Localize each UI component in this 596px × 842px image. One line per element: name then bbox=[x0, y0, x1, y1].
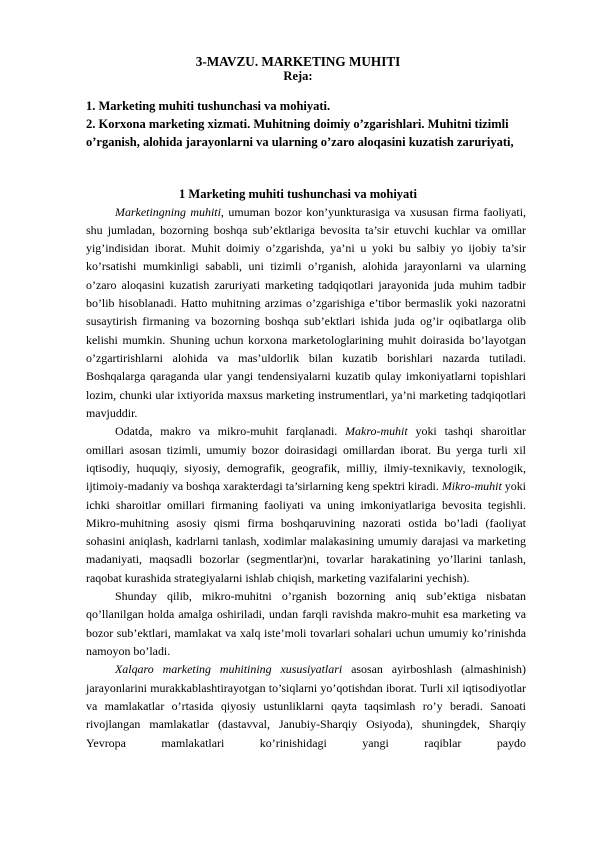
paragraph-1 bbox=[86, 203, 526, 423]
paragraph-2-text-a: Odatda, makro va mikro-muhit farqlanadi. bbox=[115, 424, 346, 439]
plan-item-1: 1. Marketing muhiti tushunchasi va mohiyati. bbox=[86, 99, 331, 113]
paragraph-4 bbox=[86, 660, 526, 752]
paragraph-3-text: Shunday qilib, mikro-muhitni o’rganish bozorning aniq sub’ektiga nisbatan qo’llanilgan holda amalga oshiriladi, undan farqli ravishda makro-muhit esa marketing va bozor sub’ektlari, mamlakat va xalq iste’moli tovarlari sohalari uchun umumiy ko’rinishda namoyon bo’ladi. bbox=[86, 589, 526, 658]
document-title: 3-MAVZU. MARKETING MUHITI bbox=[195, 54, 401, 69]
paragraph-4-italic-term: Xalqaro marketing muhitining xususiyatlari bbox=[115, 662, 343, 677]
plan-list bbox=[86, 97, 526, 151]
paragraph-2-italic-term-2: Mikro-muhit bbox=[441, 479, 502, 494]
paragraph-4-text: asosan ayirboshlash (almashinish) jarayonlarini murakkablashtirayotgan to’siqlarni yo’qotishdan iborat. Turli xil iqtisodiyotlar va mamlakatlar o’rtasida qiyosiy ustunliklarni qayta taqsimlash ro’y beradi. Sanoati rivojlangan mamlakatlar (dastavval, Janubiy-Sharqiy Osiyoda), shuningdek, Sharqiy Yevropa mamlakatlari ko’rinishidagi yangi raqiblar paydo bbox=[86, 662, 526, 750]
body-text bbox=[86, 203, 526, 752]
paragraph-2-italic-term-1: Makro-muhit bbox=[345, 424, 408, 439]
section-heading: 1 Marketing muhiti tushunchasi va mohiyati bbox=[179, 187, 417, 201]
paragraph-2-text-b: yoki tashqi sharoitlar omillari asosan tizimli, umumiy bozor doirasidagi omillardan iborat. Bu yerga turli xil iqtisodiy, huquqiy, siyosiy, demografik, geografik, milliy, ilmiy-texnikaviy, texnologik, ijtimoiy-madaniy va boshqa xarakterdagi ta’sirlarning keng spektri kiradi. bbox=[86, 424, 526, 494]
paragraph-1-italic-term: Marketingning muhiti bbox=[115, 204, 221, 219]
plan-heading: Reja: bbox=[283, 69, 313, 83]
paragraph-1-text: , umuman bozor kon’yunkturasiga va xususan firma faoliyati, shu jumladan, bozorning boshqa sub’ektlariga bevosita ta’sir etuvchi kuchlar va omillar yig’indisidan iborat. Muhit doimiy o’zgarishda, ya’ni u yoki bu salbiy yo ijobiy ta’sir ko’rsatishi mumkinligi sababli, uni tizimli o’rganish, alohida jarayonlarni va ularning o’zaro aloqasini kuzatish zaruriyati marketing tadqiqotlari jarayonida juda muhim tadbir bo’lib hisoblanadi. Hatto muhitning arzimas o’zgarishiga e’tibor bermaslik yoki nazoratni susaytirish firmaning va bozorning boshqa sub’ektlari ishida juda og’ir oqibatlarga olib kelishi mumkin. Shuning uchun korxona marketologlarining muhit doirasida bo’layotgan o’zgartirishlarni alohida va mas’uldorlik bilan kuzatib borishlari nazarda tutiladi. Boshqalarga qaraganda ular yangi tendensiyalarni kuzatib qulay imkoniyatlarni topishlari lozim, chunki ular ixtiyorida maxsus marketing instrumentlari, ya’ni marketing tadqiqotlari mavjuddir. bbox=[86, 204, 526, 420]
plan-item-2: 2. Korxona marketing xizmati. Muhitning doimiy o’zgarishlari. Muhitni tizimli o’rganish, alohida jarayonlarni va ularning o’zaro aloqasini kuzatish zaruriyati, bbox=[86, 117, 514, 149]
paragraph-3 bbox=[86, 587, 526, 660]
paragraph-2 bbox=[86, 422, 526, 587]
paragraph-2-text-c: yoki ichki sharoitlar omillari firmaning faoliyati va uning imkoniyatlariga bevosita tegishli. Mikro-muhitning asosiy qismi firma boshqaruvining nazorati ostida bo’ladi (faoliyat sohasini aniqlash, kadrlarni tanlash, xodimlar malakasining umumiy darajasi va marketing madaniyati, maqsadli bozorlar (segmentlar)ni, tovarlar harakatining yo’llarini tanlash, raqobat kurashida strategiyalarni ishlab chiqish, marketing vazifalarini yechish). bbox=[86, 479, 526, 585]
